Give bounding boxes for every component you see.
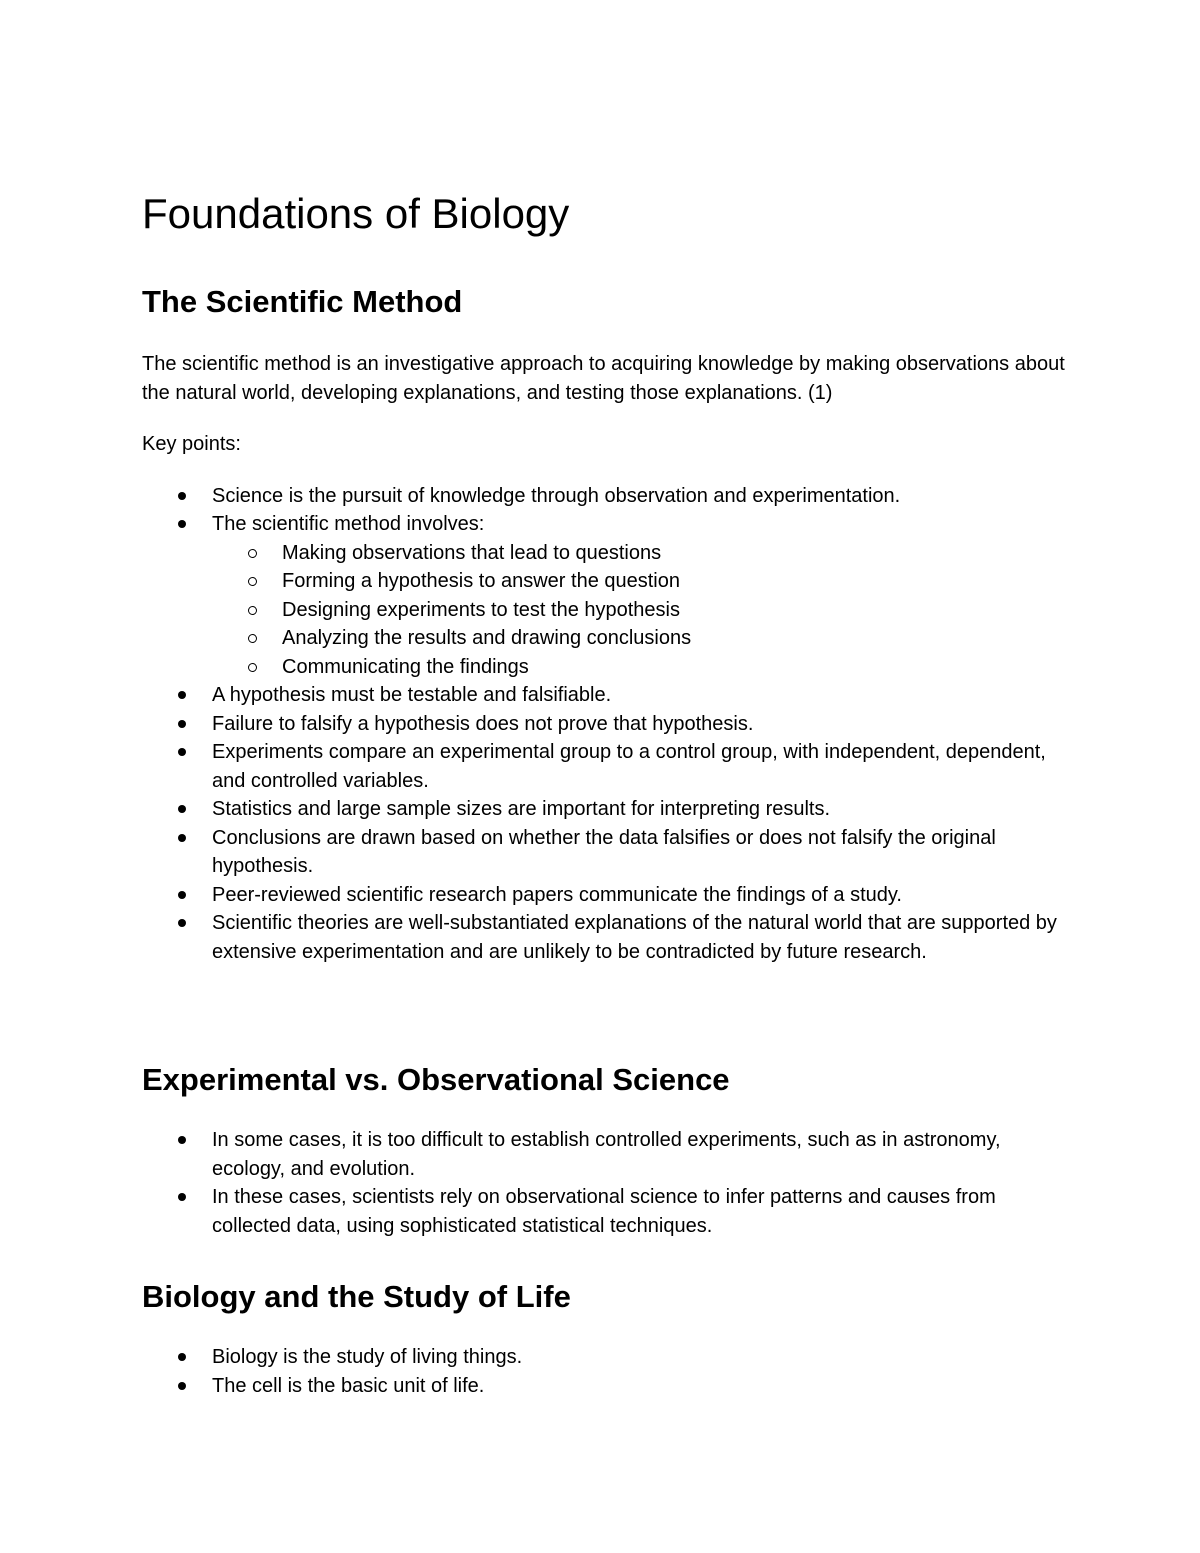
bullet-icon [178,1136,186,1144]
document-title: Foundations of Biology [142,190,570,237]
list-item [142,1183,1072,1240]
bullet-icon [178,1353,186,1361]
intro-paragraph: The scientific method is an investigative approach to acquiring knowledge by making observations about the natural world, developing explanations, and testing those explanations. (1) [142,353,1065,404]
bullet-icon [178,520,186,528]
bullet-icon [178,691,186,699]
hollow-bullet-icon [248,663,257,672]
list-item [142,1343,1072,1372]
list-item-text: Scientific theories are well-substantiated explanations of the natural world that are supported by extensive experimentation and are unlikely to be contradicted by future research. [212,912,1057,963]
sub-list-item-text: Designing experiments to test the hypothesis [282,598,680,621]
list-item-text: Biology is the study of living things. [212,1346,523,1368]
bullet-icon [178,919,186,927]
bullet-icon [178,891,186,899]
list-item-text: The scientific method involves: [212,513,485,535]
bullet-icon [178,492,186,500]
experimental-points-list [142,1126,1072,1240]
list-item [142,482,1072,511]
bullet-icon [178,1382,186,1390]
list-item [142,1126,1072,1183]
sub-list-item-text: Analyzing the results and drawing conclusions [282,627,692,649]
list-item [142,881,1072,910]
bullet-icon [178,1193,186,1201]
section-heading: The Scientific Method [142,284,463,319]
list-item [142,909,1072,966]
list-item-text: In some cases, it is too difficult to establish controlled experiments, such as in astronomy, ecology, and evolution. [212,1129,1001,1180]
list-item-text: Conclusions are drawn based on whether the data falsifies or does not falsify the original hypothesis. [212,826,996,877]
section-study-of-life [142,1277,1072,1400]
list-item-text: In these cases, scientists rely on observational science to infer patterns and causes from collected data, using sophisticated statistical techniques. [212,1186,996,1237]
sub-list-item-text: Forming a hypothesis to answer the question [282,570,680,592]
key-points-label: Key points: [142,433,241,455]
sub-list-item [212,624,1072,653]
sub-list-item [212,539,1072,568]
section-heading: Experimental vs. Observational Science [142,1062,730,1097]
hollow-bullet-icon [248,549,257,558]
section-heading: Biology and the Study of Life [142,1279,571,1314]
bullet-icon [178,834,186,842]
hollow-bullet-icon [248,577,257,586]
key-points-list [142,482,1072,967]
list-item-text: A hypothesis must be testable and falsifiable. [212,684,612,706]
sub-list-item [212,567,1072,596]
hollow-bullet-icon [248,634,257,643]
method-steps-list [212,539,1072,682]
hollow-bullet-icon [248,606,257,615]
sub-list-item-text: Communicating the findings [282,655,529,678]
sub-list-item [212,596,1072,625]
section-experimental-vs-observational [142,1060,1072,1240]
sub-list-item-text: Making observations that lead to questions [282,541,662,564]
bullet-icon [178,748,186,756]
list-item [142,710,1072,739]
list-item [142,824,1072,881]
bullet-icon [178,805,186,813]
list-item-text: Experiments compare an experimental group to a control group, with independent, dependent, and controlled variables. [212,741,1046,792]
list-item [142,795,1072,824]
list-item-text: The cell is the basic unit of life. [212,1374,485,1397]
list-item-text: Failure to falsify a hypothesis does not prove that hypothesis. [212,712,754,735]
list-item-text: Statistics and large sample sizes are important for interpreting results. [212,798,831,820]
study-of-life-list [142,1343,1072,1400]
bullet-icon [178,720,186,728]
sub-list-item [212,653,1072,682]
list-item-text: Science is the pursuit of knowledge through observation and experimentation. [212,484,901,507]
list-item [142,510,1072,681]
list-item [142,1372,1072,1401]
list-item [142,738,1072,795]
list-item-text: Peer-reviewed scientific research papers communicate the findings of a study. [212,883,902,906]
list-item [142,681,1072,710]
section-scientific-method [142,282,1072,966]
